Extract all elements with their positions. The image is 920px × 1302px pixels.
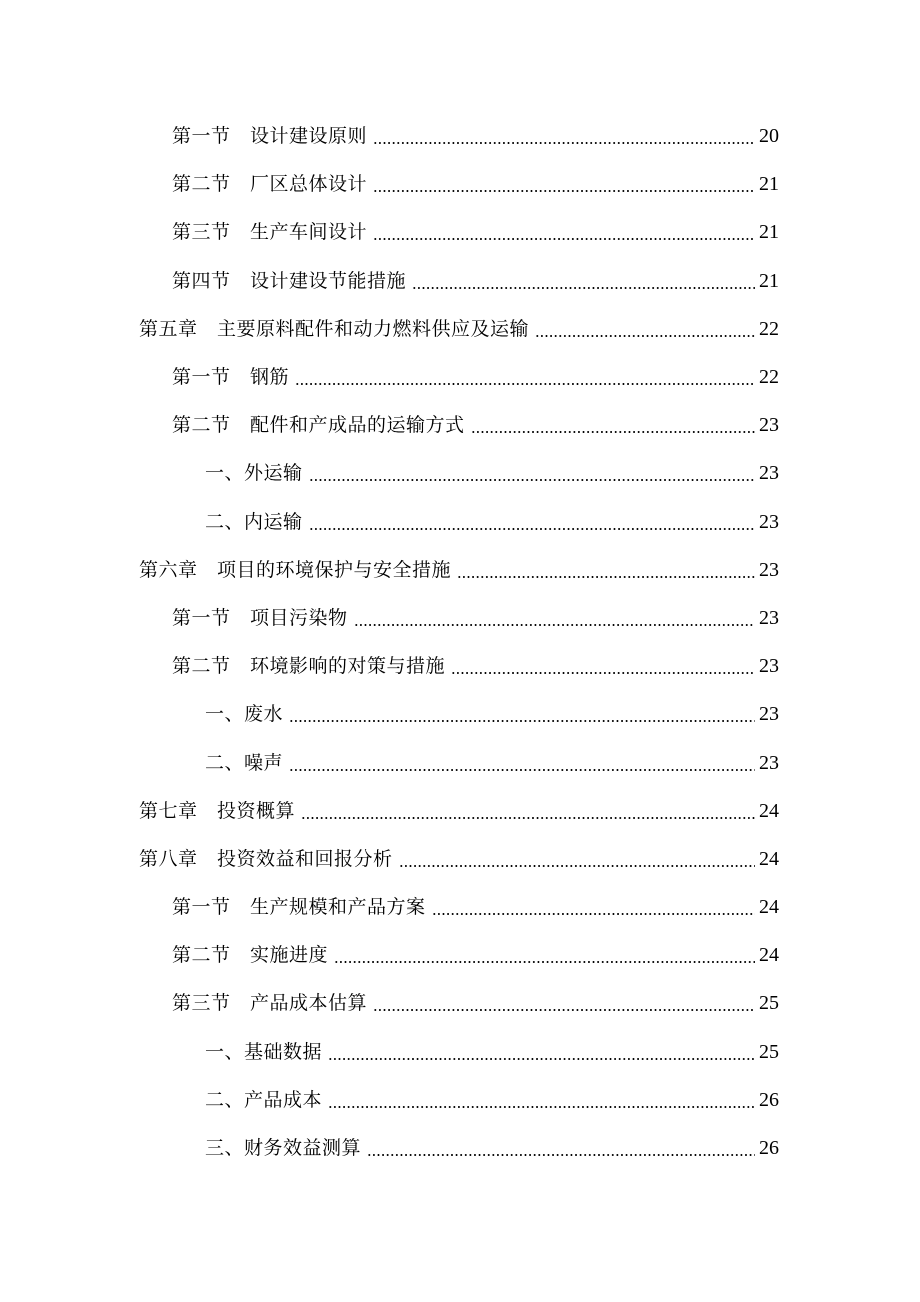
toc-entry-title: 第七章 投资概算 xyxy=(139,799,296,822)
toc-subentry[interactable] xyxy=(0,498,920,546)
toc-entry[interactable] xyxy=(0,160,920,208)
toc-entry-title: 第三节 生产车间设计 xyxy=(172,221,368,244)
toc-entry-page: 20 xyxy=(759,125,779,148)
toc-subentry[interactable] xyxy=(0,1076,920,1124)
toc-entry-page: 22 xyxy=(759,317,779,340)
toc-entry-page: 25 xyxy=(759,992,779,1015)
toc-entry-page: 24 xyxy=(759,896,779,919)
dot-leader xyxy=(373,238,755,240)
dot-leader xyxy=(295,383,755,385)
toc-entry-page: 24 xyxy=(759,847,779,870)
toc-entry-page: 24 xyxy=(759,944,779,967)
toc-entry-title: 第一节 设计建设原则 xyxy=(172,125,368,148)
toc-subentry[interactable] xyxy=(0,449,920,497)
toc-entry-page: 23 xyxy=(759,414,779,437)
toc-subentry[interactable] xyxy=(0,1124,920,1172)
dot-leader xyxy=(328,1058,755,1060)
toc-subentry[interactable] xyxy=(0,690,920,738)
toc-subentry[interactable] xyxy=(0,738,920,786)
table-of-contents xyxy=(0,112,920,1172)
dot-leader xyxy=(309,528,755,530)
toc-entry-page: 24 xyxy=(759,799,779,822)
toc-entry-title: 第一节 钢筋 xyxy=(172,366,290,389)
toc-chapter-entry[interactable] xyxy=(0,546,920,594)
toc-entry-title: 第二节 环境影响的对策与措施 xyxy=(172,655,446,678)
toc-entry-page: 22 xyxy=(759,366,779,389)
dot-leader xyxy=(373,142,755,144)
dot-leader xyxy=(451,672,755,674)
toc-entry-page: 26 xyxy=(759,1137,779,1160)
toc-subentry[interactable] xyxy=(0,1028,920,1076)
toc-entry-title: 第一节 项目污染物 xyxy=(172,606,348,629)
toc-entry[interactable] xyxy=(0,112,920,160)
toc-entry-page: 23 xyxy=(759,606,779,629)
dot-leader xyxy=(367,1154,755,1156)
dot-leader xyxy=(309,479,755,481)
toc-entry-title: 第二节 实施进度 xyxy=(172,944,329,967)
toc-entry-title: 一、废水 xyxy=(205,703,284,726)
toc-entry[interactable] xyxy=(0,594,920,642)
toc-entry[interactable] xyxy=(0,931,920,979)
toc-entry-title: 第八章 投资效益和回报分析 xyxy=(139,847,393,870)
toc-chapter-entry[interactable] xyxy=(0,305,920,353)
dot-leader xyxy=(328,1106,755,1108)
toc-entry-page: 26 xyxy=(759,1088,779,1111)
dot-leader xyxy=(457,576,755,578)
toc-entry[interactable] xyxy=(0,883,920,931)
toc-entry-title: 二、内运输 xyxy=(205,510,303,533)
toc-entry-title: 第二节 配件和产成品的运输方式 xyxy=(172,414,465,437)
toc-entry[interactable] xyxy=(0,208,920,256)
toc-chapter-entry[interactable] xyxy=(0,835,920,883)
dot-leader xyxy=(334,961,755,963)
toc-entry-page: 21 xyxy=(759,173,779,196)
dot-leader xyxy=(373,190,755,192)
toc-entry[interactable] xyxy=(0,401,920,449)
toc-entry-page: 21 xyxy=(759,269,779,292)
toc-entry-title: 二、产品成本 xyxy=(205,1088,323,1111)
toc-entry-title: 第一节 生产规模和产品方案 xyxy=(172,896,426,919)
toc-entry-title: 第五章 主要原料配件和动力燃料供应及运输 xyxy=(139,317,530,340)
toc-entry-page: 23 xyxy=(759,510,779,533)
toc-entry-page: 25 xyxy=(759,1040,779,1063)
dot-leader xyxy=(289,769,755,771)
dot-leader xyxy=(301,817,755,819)
toc-entry-page: 23 xyxy=(759,751,779,774)
dot-leader xyxy=(535,335,755,337)
toc-entry-page: 23 xyxy=(759,655,779,678)
dot-leader xyxy=(471,431,755,433)
toc-entry-title: 第二节 厂区总体设计 xyxy=(172,173,368,196)
dot-leader xyxy=(289,720,755,722)
toc-entry[interactable] xyxy=(0,642,920,690)
dot-leader xyxy=(354,624,755,626)
toc-entry-title: 第六章 项目的环境保护与安全措施 xyxy=(139,558,452,581)
toc-entry[interactable] xyxy=(0,979,920,1027)
toc-entry-title: 三、财务效益测算 xyxy=(205,1137,362,1160)
dot-leader xyxy=(432,913,755,915)
toc-entry[interactable] xyxy=(0,257,920,305)
toc-entry[interactable] xyxy=(0,353,920,401)
toc-entry-page: 23 xyxy=(759,462,779,485)
toc-entry-page: 21 xyxy=(759,221,779,244)
dot-leader xyxy=(412,287,755,289)
dot-leader xyxy=(373,1009,755,1011)
toc-entry-title: 一、基础数据 xyxy=(205,1040,323,1063)
dot-leader xyxy=(399,865,755,867)
toc-entry-page: 23 xyxy=(759,558,779,581)
toc-entry-title: 第四节 设计建设节能措施 xyxy=(172,269,407,292)
toc-chapter-entry[interactable] xyxy=(0,787,920,835)
toc-entry-title: 一、外运输 xyxy=(205,462,303,485)
toc-entry-title: 第三节 产品成本估算 xyxy=(172,992,368,1015)
toc-entry-title: 二、噪声 xyxy=(205,751,284,774)
toc-entry-page: 23 xyxy=(759,703,779,726)
